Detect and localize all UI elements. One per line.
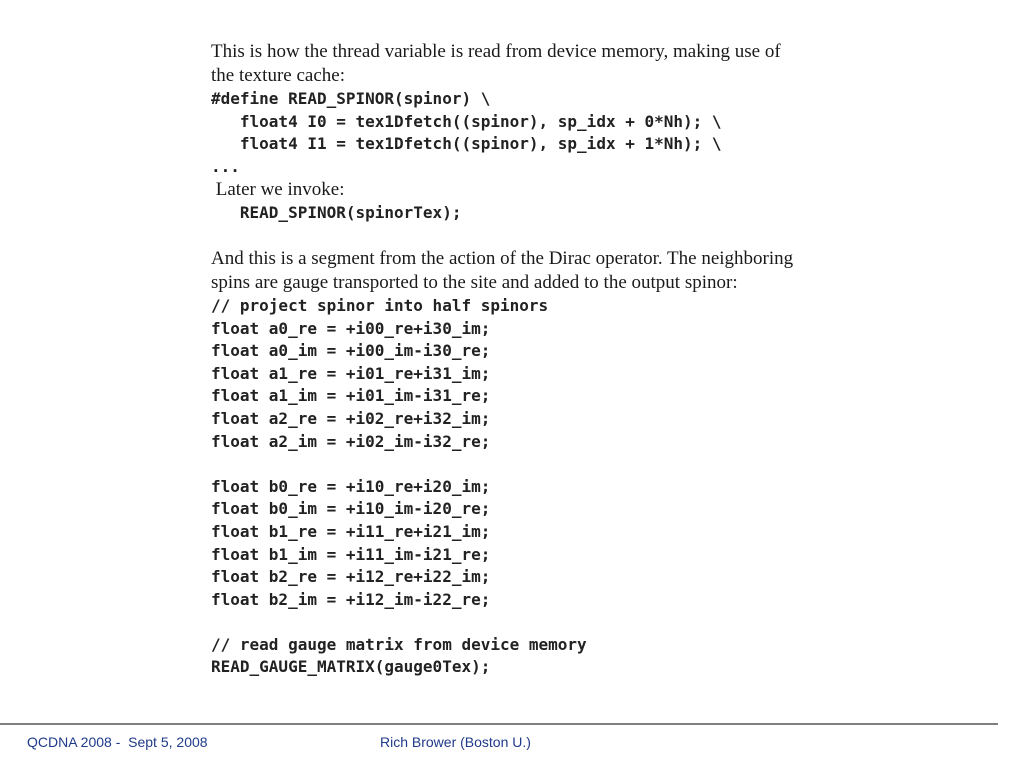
code-line: float a0_re = +i00_re+i30_im; (211, 318, 491, 338)
invoke-code-line: READ_SPINOR(spinorTex); (211, 203, 462, 223)
code-line: float a2_im = +i02_im-i32_re; (211, 431, 491, 451)
section2-intro-line2: spins are gauge transported to the site and added to the output spinor: (211, 271, 738, 293)
code-line: // project spinor into half spinors (211, 295, 549, 315)
code-line: float a0_im = +i00_im-i30_re; (211, 341, 491, 361)
section1-intro-line2: the texture cache: (211, 65, 345, 86)
footer-divider (0, 723, 998, 725)
code-line: float4 I1 = tex1Dfetch((spinor), sp_idx + 1*Nh); \ (211, 134, 722, 154)
spacer (211, 225, 851, 247)
spacer (211, 611, 851, 634)
code-line: float b0_im = +i10_im-i20_re; (211, 499, 491, 519)
section1-intro-line1: This is how the thread variable is read from device memory, making use of (211, 41, 781, 62)
code-line: float a2_re = +i02_re+i32_im; (211, 408, 491, 428)
spacer (211, 453, 851, 476)
footer-conference-date: QCDNA 2008 - Sept 5, 2008 (27, 734, 208, 750)
code-line: READ_GAUGE_MATRIX(gauge0Tex); (211, 657, 491, 677)
half-spinor-a-code (211, 295, 851, 453)
code-line: float b0_re = +i10_re+i20_im; (211, 476, 491, 496)
code-line: // read gauge matrix from device memory (211, 634, 587, 654)
code-line: #define READ_SPINOR(spinor) \ (211, 89, 491, 108)
code-line: float a1_re = +i01_re+i31_im; (211, 363, 491, 383)
code-line: float b2_im = +i12_im-i22_re; (211, 589, 491, 609)
section2-intro-line1: And this is a segment from the action of the Dirac operator. The neighboring (211, 247, 794, 269)
gauge-matrix-code (211, 634, 851, 679)
slide-content (211, 40, 851, 679)
code-line: float4 I0 = tex1Dfetch((spinor), sp_idx + 0*Nh); \ (211, 111, 722, 131)
code-line: float a1_im = +i01_im-i31_re; (211, 386, 491, 406)
code-line: ... (211, 156, 240, 176)
invoke-line: Later we invoke: (211, 179, 345, 201)
half-spinor-b-code (211, 476, 851, 612)
code-line: float b2_re = +i12_re+i22_im; (211, 567, 491, 587)
read-spinor-macro-code (211, 88, 851, 178)
footer-author: Rich Brower (Boston U.) (380, 734, 531, 750)
code-line: float b1_re = +i11_re+i21_im; (211, 521, 491, 541)
code-line: float b1_im = +i11_im-i21_re; (211, 544, 491, 564)
